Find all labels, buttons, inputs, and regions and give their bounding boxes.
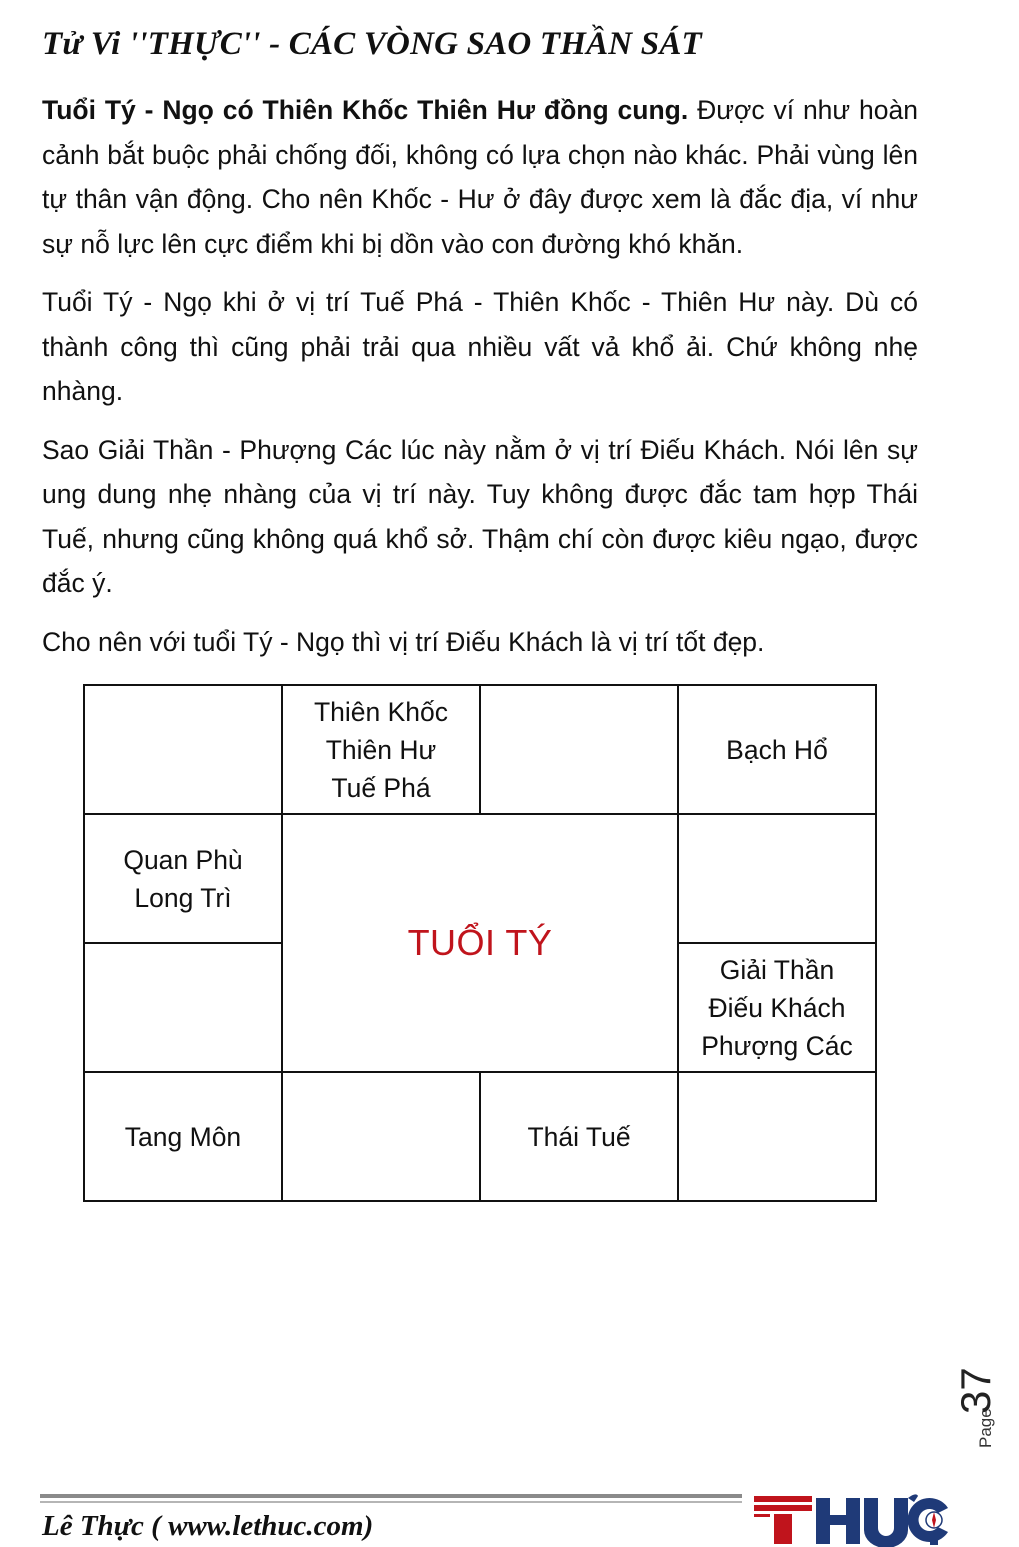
- star-label: Thái Tuế: [527, 1121, 631, 1152]
- chart-cell-ty: [480, 1072, 678, 1201]
- chart-cell-ty-top: [84, 685, 282, 814]
- footer-divider: [40, 1494, 742, 1498]
- chart-cell-suu: [282, 1072, 480, 1201]
- body-text: [42, 88, 918, 678]
- paragraph-1: [42, 88, 918, 266]
- paragraph-1-text: Được ví như hoàn cảnh bắt buộc phải chống đối, không có lựa chọn nào khác. Phải vùng lên tự thân vận động. Cho nên Khốc - Hư ở đây được xem là đắc địa, ví như sự nỗ lực lên cực điểm khi bị dồn vào con đường khó khăn.: [42, 95, 918, 259]
- paragraph-3: Sao Giải Thần - Phượng Các lúc này nằm ở vị trí Điếu Khách. Nói lên sự ung dung nhẹ nhàng của vị trí này. Tuy không được đắc tam hợp Thái Tuế, nhưng cũng không quá khổ sở. Thậm chí còn được kiêu ngạo, được đắc ý.: [42, 434, 918, 598]
- star-label: Bạch Hổ: [726, 734, 828, 765]
- footer-divider-thin: [40, 1501, 742, 1503]
- star-label: Phượng Các: [701, 1030, 853, 1061]
- page-word: Page: [976, 1408, 995, 1448]
- chart-cell-thin: [84, 814, 282, 943]
- chart-cell-tuat: [678, 943, 876, 1072]
- chart-cell-ngo: [282, 685, 480, 814]
- paragraph-4: Cho nên với tuổi Tý - Ngọ thì vị trí Điếu Khách là vị trí tốt đẹp.: [42, 626, 765, 657]
- chart-cell-than: [678, 685, 876, 814]
- horoscope-chart: [83, 684, 877, 1202]
- thuc-logo: [752, 1488, 952, 1547]
- page-header-title: Tử Vi ''THỰC'' - CÁC VÒNG SAO THẦN SÁT: [42, 26, 702, 62]
- star-label: Quan Phù: [123, 844, 243, 875]
- chart-cell-hoi: [678, 1072, 876, 1201]
- star-label: Tuế Phá: [331, 772, 431, 803]
- chart-cell-mui: [480, 685, 678, 814]
- chart-cell-dan: [84, 1072, 282, 1201]
- chart-cell-dau: [678, 814, 876, 943]
- page-number: 37: [952, 1367, 999, 1414]
- footer-author: Lê Thực ( www.lethuc.com): [42, 1510, 374, 1542]
- chart-center-label: TUỔI TÝ: [282, 814, 678, 1072]
- star-label: Giải Thần: [719, 954, 835, 985]
- star-label: Thiên Hư: [325, 734, 437, 765]
- star-label: Thiên Khốc: [313, 696, 449, 727]
- star-label: Tang Môn: [124, 1121, 242, 1152]
- star-label: Long Trì: [134, 882, 232, 913]
- star-label: Điếu Khách: [708, 992, 846, 1023]
- chart-cell-mao: [84, 943, 282, 1072]
- paragraph-2: Tuổi Tý - Ngọ khi ở vị trí Tuế Phá - Thiên Khốc - Thiên Hư này. Dù có thành công thì cũng phải trải qua nhiều vất vả khổ ải. Chứ không nhẹ nhàng.: [42, 287, 918, 406]
- paragraph-1-bold: Tuổi Tý - Ngọ có Thiên Khốc Thiên Hư đồng cung.: [42, 95, 689, 125]
